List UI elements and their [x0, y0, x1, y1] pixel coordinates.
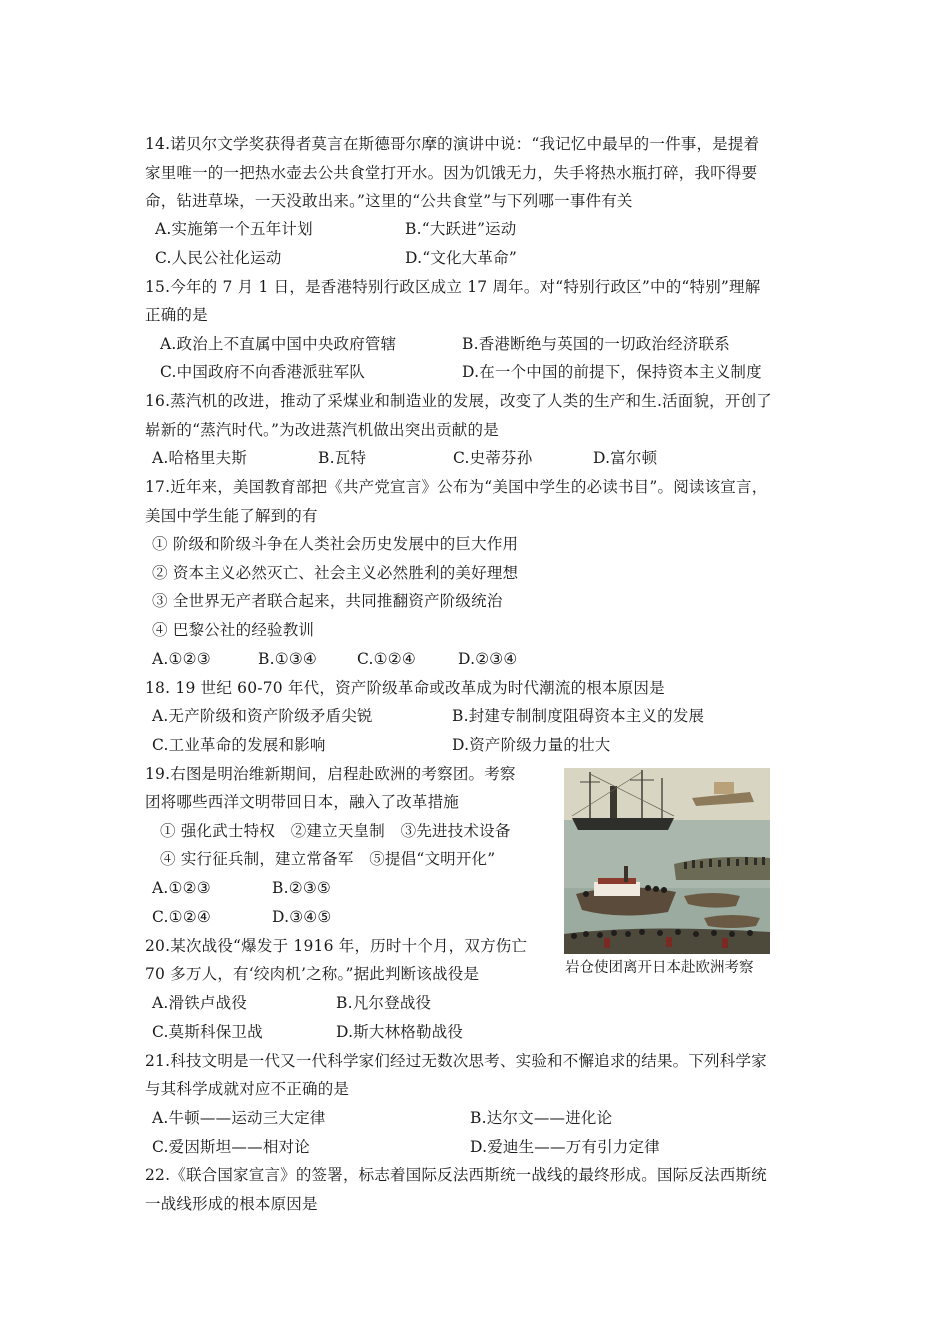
- q17-option-a[interactable]: A.①②③: [152, 650, 211, 668]
- q14-stem-line3: 命，钻进草垛，一天没敢出来。”这里的“公共食堂”与下列哪一事件有关: [145, 192, 633, 210]
- q17-item-1: ① 阶级和阶级斗争在人类社会历史发展中的巨大作用: [152, 535, 519, 553]
- iwakura-mission-picture: [564, 768, 770, 954]
- q17-option-b[interactable]: B.①③④: [258, 650, 318, 668]
- q18-option-b[interactable]: B.封建专制制度阻碍资本主义的发展: [452, 707, 705, 725]
- q18-stem-line1: 18. 19 世纪 60-70 年代，资产阶级革命或改革成为时代潮流的根本原因是: [145, 679, 665, 697]
- q19-items-line2: ④ 实行征兵制，建立常备军 ⑤提倡“文明开化”: [160, 850, 496, 868]
- q14-option-d[interactable]: D.“文化大革命”: [405, 249, 517, 267]
- q16-option-a[interactable]: A.哈格里夫斯: [152, 449, 248, 467]
- q21-stem-line2: 与其科学成就对应不正确的是: [145, 1080, 350, 1098]
- q20-option-d[interactable]: D.斯大林格勒战役: [336, 1023, 464, 1041]
- q21-option-c[interactable]: C.爱因斯坦——相对论: [152, 1138, 310, 1156]
- q18-option-d[interactable]: D.资产阶级力量的壮大: [452, 736, 611, 754]
- picture-caption: 岩仓使团离开日本赴欧洲考察: [565, 960, 754, 976]
- q20-stem-line2: 70 多万人，有‘绞肉机’之称。”据此判断该战役是: [145, 965, 480, 983]
- q17-option-d[interactable]: D.②③④: [458, 650, 518, 668]
- q20-option-a[interactable]: A.滑铁卢战役: [152, 994, 248, 1012]
- q21-option-a[interactable]: A.牛顿——运动三大定律: [152, 1109, 326, 1127]
- q14-option-c[interactable]: C.人民公社化运动: [155, 249, 282, 267]
- q18-option-c[interactable]: C.工业革命的发展和影响: [152, 736, 326, 754]
- q17-stem-line1: 17.近年来，美国教育部把《共产党宣言》公布为“美国中学生的必读书目”。阅读该宣言，: [145, 478, 768, 496]
- q16-option-d[interactable]: D.富尔顿: [593, 449, 658, 467]
- q14-option-b[interactable]: B.“大跃进”运动: [405, 220, 517, 238]
- q17-item-3: ③ 全世界无产者联合起来，共同推翻资产阶级统治: [152, 592, 503, 610]
- q20-option-b[interactable]: B.凡尔登战役: [336, 994, 432, 1012]
- q19-option-d[interactable]: D.③④⑤: [272, 908, 332, 926]
- q22-stem-line2: 一战线形成的根本原因是: [145, 1195, 318, 1213]
- q17-item-4: ④ 巴黎公社的经验教训: [152, 621, 315, 639]
- q15-option-b[interactable]: B.香港断绝与英国的一切政治经济联系: [462, 335, 730, 353]
- q17-stem-line2: 美国中学生能了解到的有: [145, 507, 318, 525]
- q19-option-a[interactable]: A.①②③: [152, 879, 211, 897]
- q15-stem-line1: 15.今年的 7 月 1 日，是香港特别行政区成立 17 周年。对“特别行政区”中的“特别”理解: [145, 278, 761, 296]
- q21-option-b[interactable]: B.达尔文——进化论: [470, 1109, 613, 1127]
- q21-option-d[interactable]: D.爱迪生——万有引力定律: [470, 1138, 660, 1156]
- q15-stem-line2: 正确的是: [145, 306, 208, 324]
- q19-stem-line2: 团将哪些西洋文明带回日本，融入了改革措施: [145, 793, 460, 811]
- q20-stem-line1: 20.某次战役“爆发于 1916 年，历时十个月，双方伤亡: [145, 937, 528, 955]
- q15-option-c[interactable]: C.中国政府不向香港派驻军队: [160, 363, 366, 381]
- q17-item-2: ② 资本主义必然灭亡、社会主义必然胜利的美好理想: [152, 564, 519, 582]
- q20-option-c[interactable]: C.莫斯科保卫战: [152, 1023, 263, 1041]
- q21-stem-line1: 21.科技文明是一代又一代科学家们经过无数次思考、实验和不懈追求的结果。下列科学家: [145, 1052, 767, 1070]
- q16-option-c[interactable]: C.史蒂芬孙: [453, 449, 533, 467]
- q19-option-c[interactable]: C.①②④: [152, 908, 211, 926]
- q22-stem-line1: 22.《联合国家宣言》的签署，标志着国际反法西斯统一战线的最终形成。国际反法西斯统: [145, 1166, 767, 1184]
- q16-stem-line2: 崭新的“蒸汽时代。”为改进蒸汽机做出突出贡献的是: [145, 421, 499, 439]
- q16-stem-line1: 16.蒸汽机的改进，推动了采煤业和制造业的发展，改变了人类的生产和生.活面貌，开创了: [145, 392, 772, 410]
- q19-items-line1: ① 强化武士特权 ②建立天皇制 ③先进技术设备: [160, 822, 511, 840]
- q19-option-b[interactable]: B.②③⑤: [272, 879, 332, 897]
- q18-option-a[interactable]: A.无产阶级和资产阶级矛盾尖锐: [152, 707, 373, 725]
- q14-stem-line2: 家里唯一的一把热水壶去公共食堂打开水。因为饥饿无力，失手将热水瓶打碎，我吓得要: [145, 164, 758, 182]
- q14-stem-line1: 14.诺贝尔文学奖获得者莫言在斯德哥尔摩的演讲中说：“我记忆中最早的一件事，是提着: [145, 135, 760, 153]
- q19-stem-line1: 19.右图是明治维新期间，启程赴欧洲的考察团。考察: [145, 765, 516, 783]
- q17-option-c[interactable]: C.①②④: [357, 650, 416, 668]
- q14-option-a[interactable]: A.实施第一个五年计划: [155, 220, 313, 238]
- q15-option-a[interactable]: A.政治上不直属中国中央政府管辖: [160, 335, 397, 353]
- q15-option-d[interactable]: D.在一个中国的前提下，保持资本主义制度: [462, 363, 762, 381]
- q16-option-b[interactable]: B.瓦特: [318, 449, 367, 467]
